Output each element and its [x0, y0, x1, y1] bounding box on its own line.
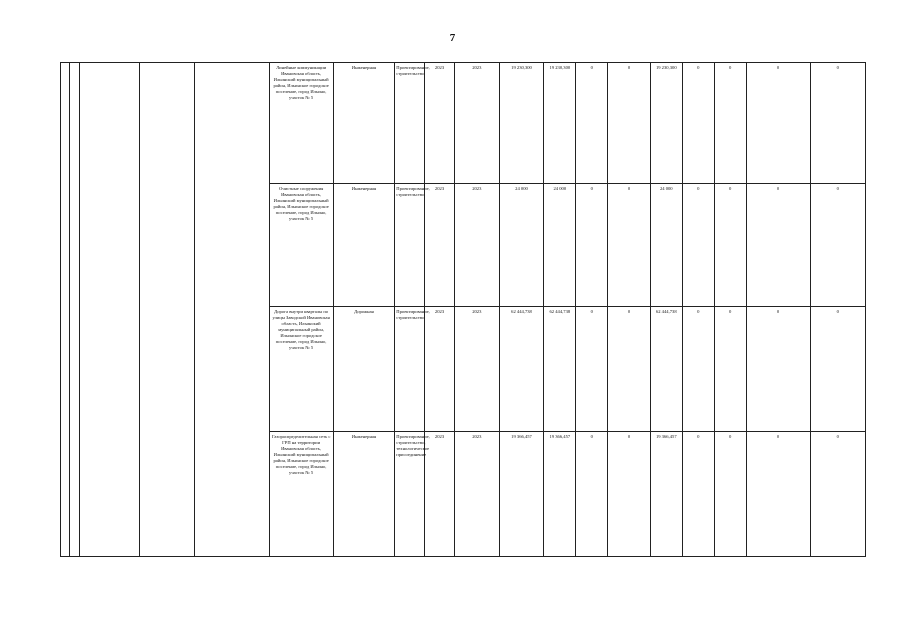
empty-cell	[139, 63, 194, 557]
cost-cell: 62 444,738	[544, 307, 576, 432]
value-cell: 0	[682, 432, 714, 557]
value-cell: 0	[608, 432, 651, 557]
value-cell: 0	[746, 432, 810, 557]
value-cell: 0	[682, 307, 714, 432]
value-cell: 0	[714, 307, 746, 432]
total-cell: 19 230,300	[499, 63, 544, 184]
year-end-cell: 2023	[454, 307, 499, 432]
empty-cell	[61, 63, 70, 557]
total-cell: 62 444,738	[499, 307, 544, 432]
value-cell: 0	[810, 432, 866, 557]
year-start-cell: 2023	[425, 432, 455, 557]
value-cell: 0	[576, 184, 608, 307]
value-cell: 0	[746, 307, 810, 432]
year-start-cell: 2023	[425, 184, 455, 307]
cost-cell: 24 000	[544, 184, 576, 307]
object-name-cell: Дорога внутри кварталы по улицы Заводской Ивановская область, Ильинский муниципальный район, Ильинское городское поселение, город Ильино, участок № 5	[269, 307, 333, 432]
empty-cell	[195, 63, 270, 557]
local-budget-cell: 19 366,457	[650, 432, 682, 557]
value-cell: 0	[714, 63, 746, 184]
value-cell: 0	[714, 184, 746, 307]
total-cell: 19 366,457	[499, 432, 544, 557]
value-cell: 0	[608, 307, 651, 432]
value-cell: 0	[608, 63, 651, 184]
value-cell: 0	[746, 63, 810, 184]
value-cell: 0	[810, 184, 866, 307]
stage-cell: Проектирование, строительство	[395, 184, 425, 307]
object-name-cell: Очистные сооружения Ивановская область, Ильинский муниципальный район, Ильинское городское поселение, город Ильино, участок № 5	[269, 184, 333, 307]
year-start-cell: 2023	[425, 307, 455, 432]
total-cell: 24 000	[499, 184, 544, 307]
value-cell: 0	[810, 63, 866, 184]
local-budget-cell: 19 230,300	[650, 63, 682, 184]
object-type-cell: Инженерная	[333, 63, 395, 184]
year-start-cell: 2023	[425, 63, 455, 184]
value-cell: 0	[810, 307, 866, 432]
stage-cell: Проектирование, строительство	[395, 307, 425, 432]
value-cell: 0	[576, 307, 608, 432]
local-budget-cell: 24 000	[650, 184, 682, 307]
local-budget-cell: 62 444,738	[650, 307, 682, 432]
empty-cell	[69, 63, 80, 557]
stage-cell: Проектирование, строительство, технологическое присоединение	[395, 432, 425, 557]
object-name-cell: Газораспределительная сеть с ГРП на территории Ивановская область, Ильинский муниципальный район, Ильинское городское поселение, город Ильино, участок № 5	[269, 432, 333, 557]
value-cell: 0	[714, 432, 746, 557]
page-number: 7	[449, 32, 456, 44]
cost-cell: 19 366,457	[544, 432, 576, 557]
value-cell: 0	[746, 184, 810, 307]
object-type-cell: Инженерная	[333, 184, 395, 307]
value-cell: 0	[576, 432, 608, 557]
table-row	[61, 63, 866, 184]
value-cell: 0	[682, 63, 714, 184]
empty-cell	[80, 63, 140, 557]
object-type-cell: Инженерная	[333, 432, 395, 557]
year-end-cell: 2023	[454, 184, 499, 307]
year-end-cell: 2023	[454, 432, 499, 557]
investment-table	[60, 62, 866, 557]
value-cell: 0	[682, 184, 714, 307]
cost-cell: 19 230,300	[544, 63, 576, 184]
object-type-cell: Дорожная	[333, 307, 395, 432]
object-name-cell: Линейные коммуникации Ивановская область, Ильинский муниципальный район, Ильинское городское поселение, город Ильино, участок № 5	[269, 63, 333, 184]
stage-cell: Проектирование, строительство	[395, 63, 425, 184]
value-cell: 0	[608, 184, 651, 307]
value-cell: 0	[576, 63, 608, 184]
year-end-cell: 2023	[454, 63, 499, 184]
